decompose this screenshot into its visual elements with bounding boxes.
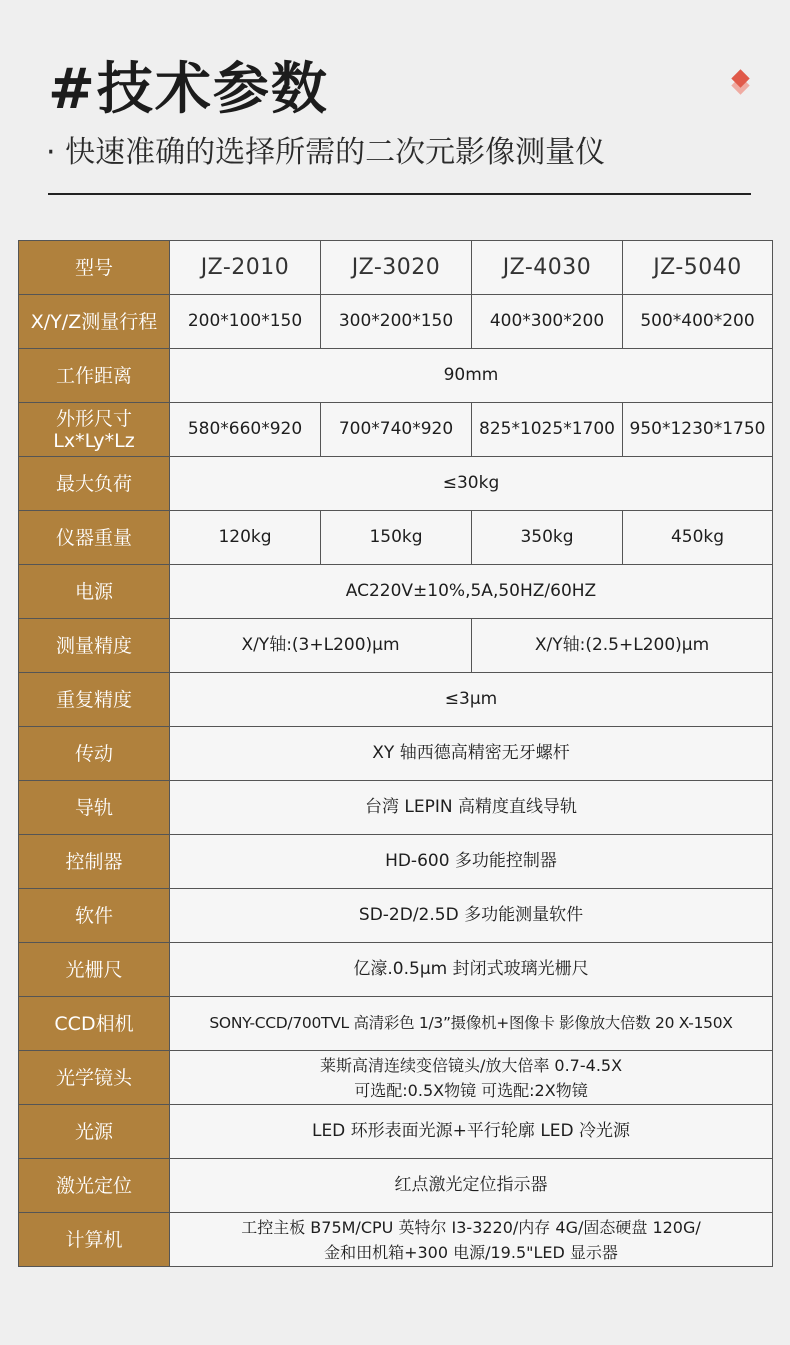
row-label: 控制器 (19, 835, 170, 889)
page-title: #技术参数 (48, 57, 329, 122)
row-label: 激光定位 (19, 1159, 170, 1213)
table-cell: AC220V±10%,5A,50HZ/60HZ (170, 565, 773, 619)
table-row (19, 673, 773, 727)
table-row (19, 943, 773, 997)
row-label: CCD相机 (19, 997, 170, 1051)
table-cell: ≤3μm (170, 673, 773, 727)
table-cell: SONY-CCD/700TVL 高清彩色 1/3”摄像机+图像卡 影像放大倍数 20 X-150X (170, 997, 773, 1051)
table-row (19, 241, 773, 295)
cell-line: 可选配:0.5X物镜 可选配:2X物镜 (354, 1080, 588, 1100)
table-cell: 200*100*150 (170, 295, 321, 349)
table-cell: 400*300*200 (472, 295, 623, 349)
table-cell: LED 环形表面光源+平行轮廓 LED 冷光源 (170, 1105, 773, 1159)
row-label: 重复精度 (19, 673, 170, 727)
table-cell (170, 1051, 773, 1105)
table-cell: 红点激光定位指示器 (170, 1159, 773, 1213)
table-cell: 150kg (321, 511, 472, 565)
page-subtitle: · 快速准确的选择所需的二次元影像测量仪 (46, 135, 606, 170)
row-label: 传动 (19, 727, 170, 781)
table-row (19, 403, 773, 457)
table-cell: 台湾 LEPIN 高精度直线导轨 (170, 781, 773, 835)
row-label: 软件 (19, 889, 170, 943)
table-cell: 90mm (170, 349, 773, 403)
table-row (19, 565, 773, 619)
row-label: 计算机 (19, 1213, 170, 1267)
table-cell: X/Y轴:(2.5+L200)μm (472, 619, 773, 673)
table-row (19, 997, 773, 1051)
table-row (19, 835, 773, 889)
row-label: 型号 (19, 241, 170, 295)
row-label: 光源 (19, 1105, 170, 1159)
table-cell: 300*200*150 (321, 295, 472, 349)
table-row (19, 349, 773, 403)
row-label-line: 外形尺寸 (55, 407, 132, 430)
table-row (19, 511, 773, 565)
table-row (19, 1105, 773, 1159)
table-cell: HD-600 多功能控制器 (170, 835, 773, 889)
model-cell: JZ-5040 (623, 241, 773, 295)
table-cell: X/Y轴:(3+L200)μm (170, 619, 472, 673)
table-cell: XY 轴西德高精密无牙螺杆 (170, 727, 773, 781)
model-cell: JZ-3020 (321, 241, 472, 295)
divider (48, 193, 751, 195)
table-cell: SD-2D/2.5D 多功能测量软件 (170, 889, 773, 943)
table-row (19, 619, 773, 673)
row-label: 导轨 (19, 781, 170, 835)
row-label: 光学镜头 (19, 1051, 170, 1105)
table-row (19, 727, 773, 781)
table-row (19, 781, 773, 835)
model-cell: JZ-4030 (472, 241, 623, 295)
table-row (19, 889, 773, 943)
cell-line: 莱斯高清连续变倍镜头/放大倍率 0.7-4.5X (319, 1055, 623, 1075)
row-label: 工作距离 (19, 349, 170, 403)
table-cell: 700*740*920 (321, 403, 472, 457)
table-row (19, 1159, 773, 1213)
table-row (19, 1051, 773, 1105)
row-label-line: Lx*Ly*Lz (53, 429, 135, 452)
row-label: 测量精度 (19, 619, 170, 673)
table-cell: ≤30kg (170, 457, 773, 511)
row-label (19, 403, 170, 457)
table-cell: 120kg (170, 511, 321, 565)
cell-line: 金和田机箱+300 电源/19.5"LED 显示器 (324, 1242, 618, 1262)
row-label: 最大负荷 (19, 457, 170, 511)
table-cell (170, 1213, 773, 1267)
table-cell: 亿濠.0.5μm 封闭式玻璃光栅尺 (170, 943, 773, 997)
table-row (19, 295, 773, 349)
model-cell: JZ-2010 (170, 241, 321, 295)
row-label: X/Y/Z测量行程 (19, 295, 170, 349)
table-cell: 450kg (623, 511, 773, 565)
table-row (19, 457, 773, 511)
table-cell: 350kg (472, 511, 623, 565)
row-label: 电源 (19, 565, 170, 619)
row-label: 光栅尺 (19, 943, 170, 997)
table-cell: 500*400*200 (623, 295, 773, 349)
table-cell: 580*660*920 (170, 403, 321, 457)
table-cell: 825*1025*1700 (472, 403, 623, 457)
cell-line: 工控主板 B75M/CPU 英特尔 I3-3220/内存 4G/固态硬盘 120G/ (241, 1217, 701, 1237)
row-label: 仪器重量 (19, 511, 170, 565)
table-row (19, 1213, 773, 1267)
spec-table (18, 240, 773, 1267)
table-cell: 950*1230*1750 (623, 403, 773, 457)
